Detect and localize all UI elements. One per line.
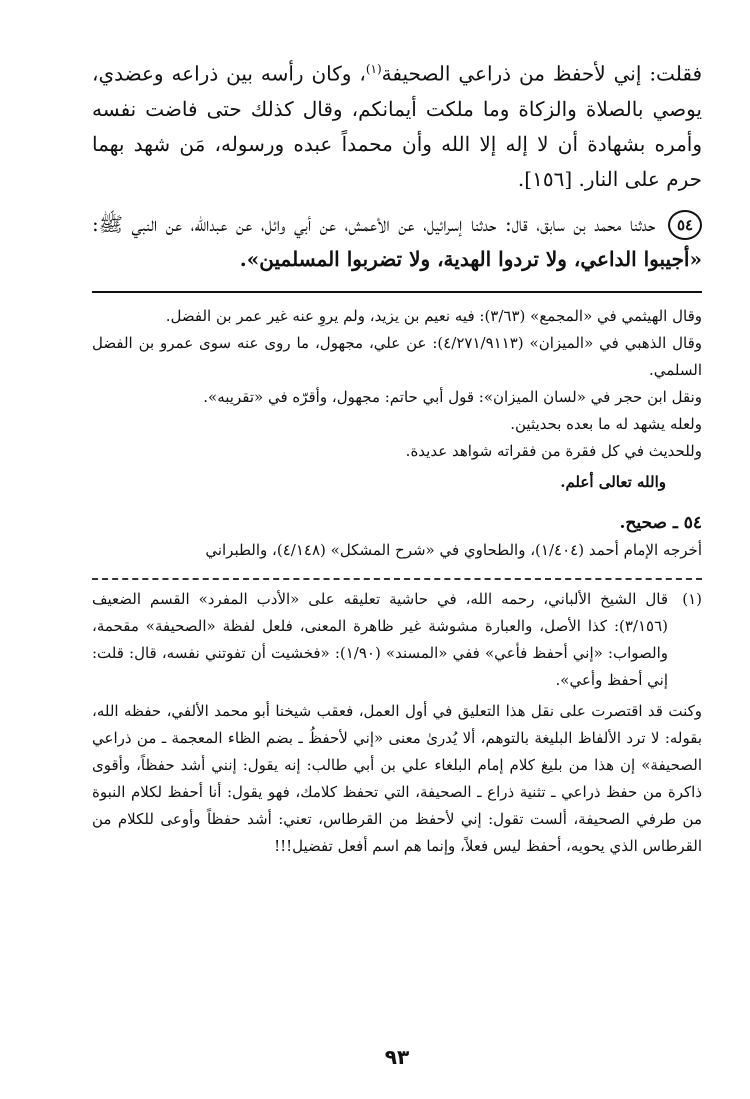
footnote-marker: (١): [682, 589, 702, 608]
note-line: ونقل ابن حجر في «لسان الميزان»: قول أبي حاتم: مجهول، وأقرّه في «تقريبه».: [203, 387, 702, 406]
main-text: [92, 52, 702, 277]
hadith-number-badge: ٥٤: [668, 210, 702, 240]
hadith-matn: «أجيبوا الداعي، ولا تردوا الهدية، ولا تضربوا المسلمين».: [239, 246, 702, 271]
hadith-grading: ٥٤ ـ صحيح.: [619, 512, 702, 533]
note-line: وقال الذهبي في «الميزان» (٤/٢٧١/٩١١٣): عن علي، مجهول، ما روى عنه سوى عمرو بن الفضل السلمي.: [92, 333, 702, 379]
note-line: وقال الهيثمي في «المجمع» (٣/٦٣): فيه نعيم بن يزيد، ولم يروِ عنه غير عمر بن الفضل.: [165, 306, 702, 325]
note-line: وللحديث في كل فقرة من فقراته شواهد عديدة.: [405, 441, 702, 460]
footnote-divider: [92, 578, 702, 580]
page-number: ٩٣: [384, 1045, 410, 1069]
footnote-paragraph-second: وكنت قد اقتصرت على نقل هذا التعليق في أول العمل، فعقب شيخنا أبو محمد الألفي، حفظه الله، بقوله: لا ترد الألفاظ البليغة بالتوهم، ألا يُدرىٰ معنى «إني لأحفظُ ـ بضم الظاء المعجمة ـ من ذراعي الصحيفة» إن هذا من بليغ كلام إمام البلغاء علي بن أبي طالب: إنه يقول: إنني أشد حفظاً، وأقوى ذاكرة من حفظ ذراعي ـ تثنية ذراع ـ الصحيفة، التي تحفظ كلامك، فهو يقول: أنا أحفظ لكلام النبوة من طرفي الصحيفة، ألست تقول: إني لأحفظ من القرطاس، تعني: أشد حفظاً وأوعى للكلام من القرطاس الذي يحويه، أحفظ ليس فعلاً، وإنما هم اسم أفعل تفضيل!!!: [92, 701, 702, 855]
footnote-reference: (١): [365, 62, 382, 76]
takhrij-notes: [92, 303, 702, 564]
main-paragraph-rest: ، وكان رأسه بين ذراعه وعضدي، يوصي بالصلاة والزكاة وما ملكت أيمانكم، وقال كذلك حتى فاضت نفسه وأمره بشهادة أن لا إله إلا الله وأن محمداً عبده ورسوله، مَن شهد بهما حرم على النار. [١٥٦].: [92, 61, 702, 191]
hadith-isnad: حدثنا محمد بن سابق، قال: حدثنا إسرائيل، عن الأعمش، عن أبي وائل، عن عبدالله، عن النبي ﷺ:: [92, 211, 656, 236]
closing-phrase: والله تعالى أعلم.: [560, 472, 666, 491]
takhrij-line: أخرجه الإمام أحمد (١/٤٠٤)، والطحاوي في «شرح المشكل» (٤/١٤٨)، والطبراني: [205, 540, 702, 559]
main-paragraph-start: فقلت: إني لأحفظ من ذراعي الصحيفة: [381, 61, 702, 86]
footnote-paragraph: [92, 586, 702, 694]
book-page: [92, 52, 702, 1069]
section-divider: [92, 291, 702, 293]
footnote: [92, 586, 702, 860]
main-paragraph: [92, 52, 702, 197]
note-line: ولعله يشهد له ما بعده بحديثين.: [510, 414, 702, 433]
footnote-text: قال الشيخ الألباني، رحمه الله، في حاشية تعليقه على «الأدب المفرد» القسم الضعيف (٣/١٥٦): كذا الأصل، والعبارة مشوشة غير ظاهرة المعنى، فلعل لفظة «الصحيفة» مقحمة، والصواب: «إني أحفظ فأعي» ففي «المسند» (١/٩٠): «فخشيت أن تفوتني نفسه، قال: قلت: إني أحفظ وأعي».: [92, 589, 668, 689]
hadith-paragraph: [92, 207, 702, 277]
